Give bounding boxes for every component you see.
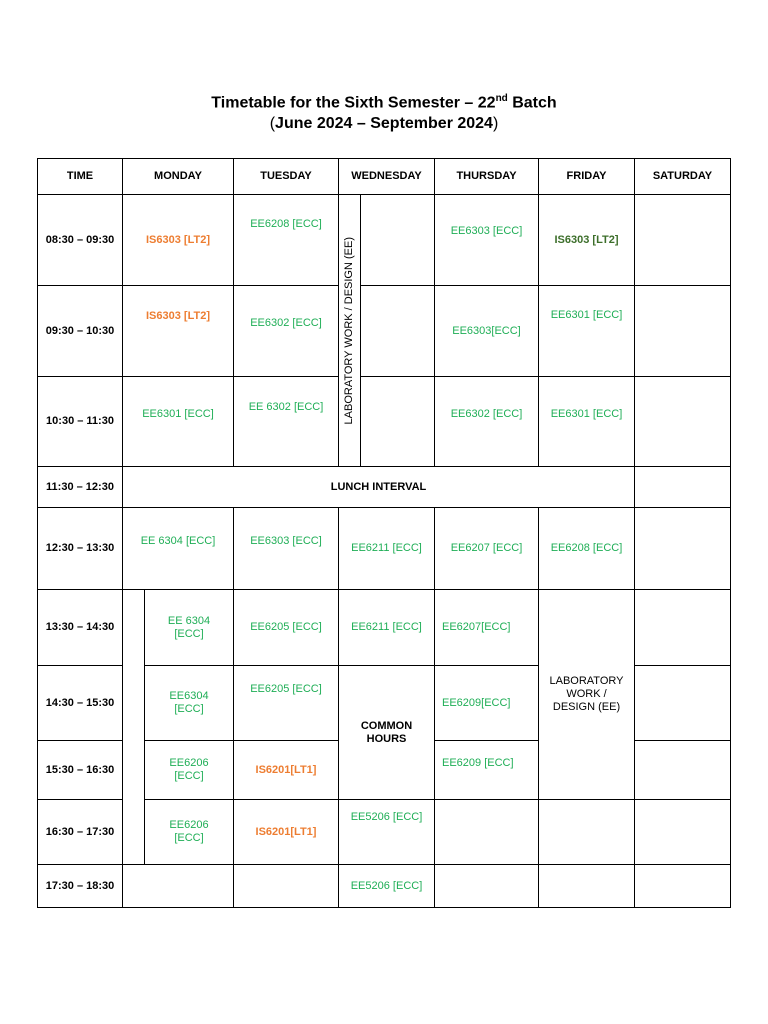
class-cell: EE6302 [ECC] xyxy=(233,285,339,377)
time-slot: 15:30 – 16:30 xyxy=(37,740,123,800)
empty-cell xyxy=(434,864,539,908)
monday-side-block xyxy=(122,589,145,865)
empty-cell xyxy=(233,864,339,908)
class-cell: EE6301 [ECC] xyxy=(538,376,635,467)
empty-cell xyxy=(634,589,731,666)
class-cell: EE6303 [ECC] xyxy=(233,507,339,590)
empty-cell xyxy=(634,376,731,467)
header-thursday: THURSDAY xyxy=(434,158,539,195)
lunch-interval: LUNCH INTERVAL xyxy=(122,466,635,508)
empty-cell xyxy=(360,194,435,286)
empty-cell xyxy=(122,864,234,908)
time-slot: 09:30 – 10:30 xyxy=(37,285,123,377)
class-cell: EE6209[ECC] xyxy=(434,665,539,741)
empty-cell xyxy=(538,799,635,865)
header-tuesday: TUESDAY xyxy=(233,158,339,195)
class-cell: EE 6304 [ECC] xyxy=(144,589,234,666)
class-cell: EE6301 [ECC] xyxy=(538,285,635,377)
class-cell: EE6209 [ECC] xyxy=(434,740,539,800)
class-cell: EE6303[ECC] xyxy=(434,285,539,377)
time-slot: 12:30 – 13:30 xyxy=(37,507,123,590)
class-cell: EE6211 [ECC] xyxy=(338,589,435,666)
class-cell: EE6205 [ECC] xyxy=(233,589,339,666)
class-cell: EE6208 [ECC] xyxy=(233,194,339,286)
header-saturday: SATURDAY xyxy=(634,158,731,195)
wednesday-lab-block xyxy=(338,194,361,467)
header-time: TIME xyxy=(37,158,123,195)
friday-lab-block: LABORATORY WORK / DESIGN (EE) xyxy=(538,589,635,800)
page-title xyxy=(0,93,768,112)
subtitle-open-paren: ( xyxy=(269,115,276,132)
class-cell: EE6207[ECC] xyxy=(434,589,539,666)
page-subtitle xyxy=(0,115,768,133)
header-wednesday: WEDNESDAY xyxy=(338,158,435,195)
class-cell: EE 6302 [ECC] xyxy=(233,376,339,467)
empty-cell xyxy=(634,285,731,377)
time-slot: 16:30 – 17:30 xyxy=(37,799,123,865)
time-slot: 17:30 – 18:30 xyxy=(37,864,123,908)
empty-cell xyxy=(634,864,731,908)
empty-cell xyxy=(634,194,731,286)
empty-cell xyxy=(634,507,731,590)
class-cell: EE6304 [ECC] xyxy=(144,665,234,741)
header-monday: MONDAY xyxy=(122,158,234,195)
time-slot: 11:30 – 12:30 xyxy=(37,466,123,508)
class-cell: IS6303 [LT2] xyxy=(122,285,234,377)
class-cell: EE6301 [ECC] xyxy=(122,376,234,467)
subtitle-dates: June 2024 – September 2024 xyxy=(275,115,493,132)
empty-cell xyxy=(360,376,435,467)
time-slot: 13:30 – 14:30 xyxy=(37,589,123,666)
header-friday: FRIDAY xyxy=(538,158,635,195)
title-main: Timetable for the Sixth Semester – 22 xyxy=(211,94,496,112)
class-cell: IS6201[LT1] xyxy=(233,799,339,865)
empty-cell xyxy=(634,799,731,865)
class-cell: EE6205 [ECC] xyxy=(233,665,339,741)
class-cell: IS6201[LT1] xyxy=(233,740,339,800)
class-cell: EE6208 [ECC] xyxy=(538,507,635,590)
common-hours-block: COMMON HOURS xyxy=(338,665,435,800)
time-slot: 14:30 – 15:30 xyxy=(37,665,123,741)
class-cell: EE6211 [ECC] xyxy=(338,507,435,590)
class-cell: EE6206 [ECC] xyxy=(144,799,234,865)
empty-cell xyxy=(434,799,539,865)
time-slot: 10:30 – 11:30 xyxy=(37,376,123,467)
subtitle-close-paren: ) xyxy=(492,115,499,132)
class-cell: EE6303 [ECC] xyxy=(434,194,539,286)
class-cell: EE6302 [ECC] xyxy=(434,376,539,467)
class-cell: IS6303 [LT2] xyxy=(122,194,234,286)
class-cell: EE 6304 [ECC] xyxy=(122,507,234,590)
title-superscript: nd xyxy=(495,93,508,104)
empty-cell xyxy=(634,665,731,741)
class-cell: EE6206 [ECC] xyxy=(144,740,234,800)
class-cell: EE6207 [ECC] xyxy=(434,507,539,590)
empty-cell xyxy=(634,740,731,800)
wednesday-lab-label: LABORATORY WORK / DESIGN (EE) xyxy=(343,236,355,425)
time-slot: 08:30 – 09:30 xyxy=(37,194,123,286)
empty-cell xyxy=(360,285,435,377)
empty-cell xyxy=(538,864,635,908)
title-end: Batch xyxy=(507,94,557,112)
class-cell: EE5206 [ECC] xyxy=(338,799,435,865)
empty-cell xyxy=(634,466,731,508)
class-cell: EE5206 [ECC] xyxy=(338,864,435,908)
class-cell: IS6303 [LT2] xyxy=(538,194,635,286)
